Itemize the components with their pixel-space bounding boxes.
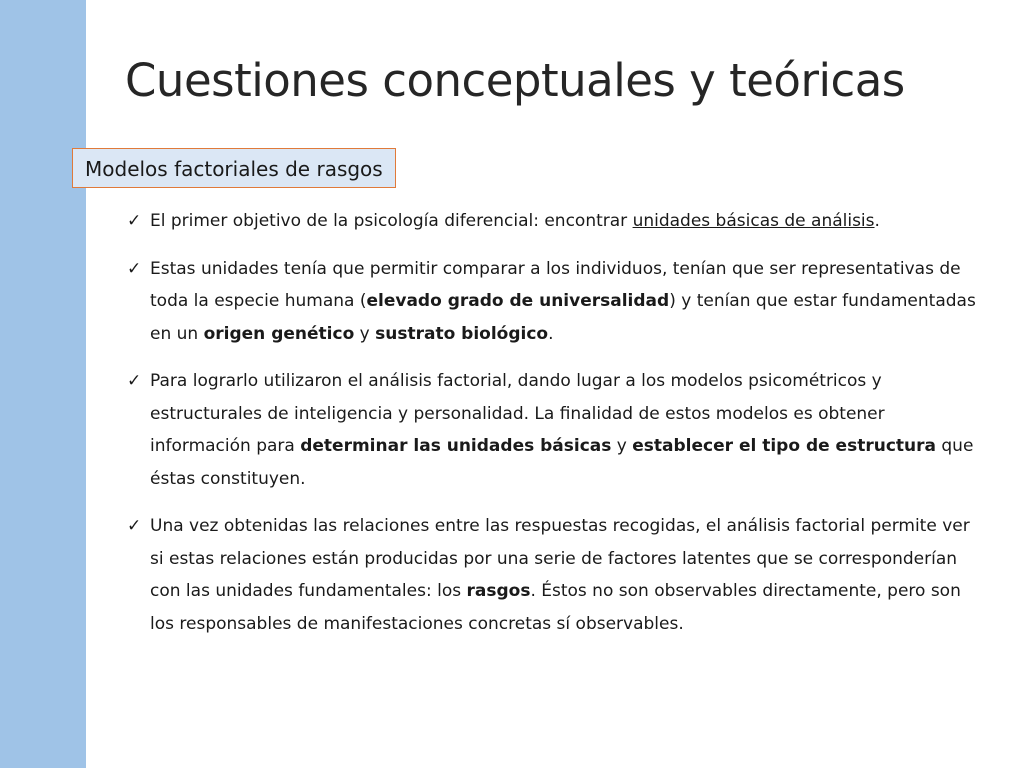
bold-term: determinar las unidades básicas (300, 436, 612, 456)
bullet-list (127, 205, 987, 655)
bold-term: elevado grado de universalidad (366, 291, 670, 311)
bullet-item (127, 510, 987, 640)
checkmark-icon: ✓ (127, 258, 142, 279)
bold-term: origen genético (203, 323, 355, 344)
bullet-text: Estas unidades tenía que permitir comparar a los individuos, tenían que ser representativas de toda la especie humana ( (150, 258, 961, 311)
bullet-item (127, 253, 987, 351)
bold-term: sustrato biológico (375, 323, 549, 344)
underlined-term: unidades básicas de análisis (632, 211, 875, 231)
bullet-item (127, 205, 987, 238)
bold-term: establecer el tipo de estructura (632, 436, 936, 456)
section-label-box: Modelos factoriales de rasgos (72, 148, 396, 188)
bullet-text: y (611, 436, 633, 456)
bullet-text: ) y tenían que estar fundamentadas en un (150, 291, 976, 344)
checkmark-icon: ✓ (127, 371, 142, 391)
bullet-text: El primer objetivo de la psicología diferencial: encontrar (150, 211, 633, 231)
bullet-text: Para lograrlo utilizaron el análisis factorial, dando lugar a los modelos psicométricos y estructurales de inteligencia y personalidad. La finalidad de estos modelos es obtener información para (150, 371, 885, 456)
bullet-text: que éstas constituyen. (150, 436, 974, 489)
bullet-item (127, 365, 987, 495)
checkmark-icon: ✓ (127, 211, 142, 231)
bold-term: rasgos (466, 581, 531, 601)
left-accent-band (0, 0, 86, 768)
bullet-text: . (874, 211, 880, 231)
bullet-text: y (354, 323, 376, 344)
bullet-text: . Éstos no son observables directamente, pero son los responsables de manifestaciones concretas sí observables. (150, 581, 961, 634)
slide-title: Cuestiones conceptuales y teóricas (125, 54, 905, 107)
bullet-text: Una vez obtenidas las relaciones entre las respuestas recogidas, el análisis factorial permite ver si estas relaciones están producidas por una serie de factores latentes que se corresponderían con las unidades fundamentales: los (150, 516, 970, 601)
checkmark-icon: ✓ (127, 516, 142, 536)
bullet-text: . (548, 323, 554, 344)
